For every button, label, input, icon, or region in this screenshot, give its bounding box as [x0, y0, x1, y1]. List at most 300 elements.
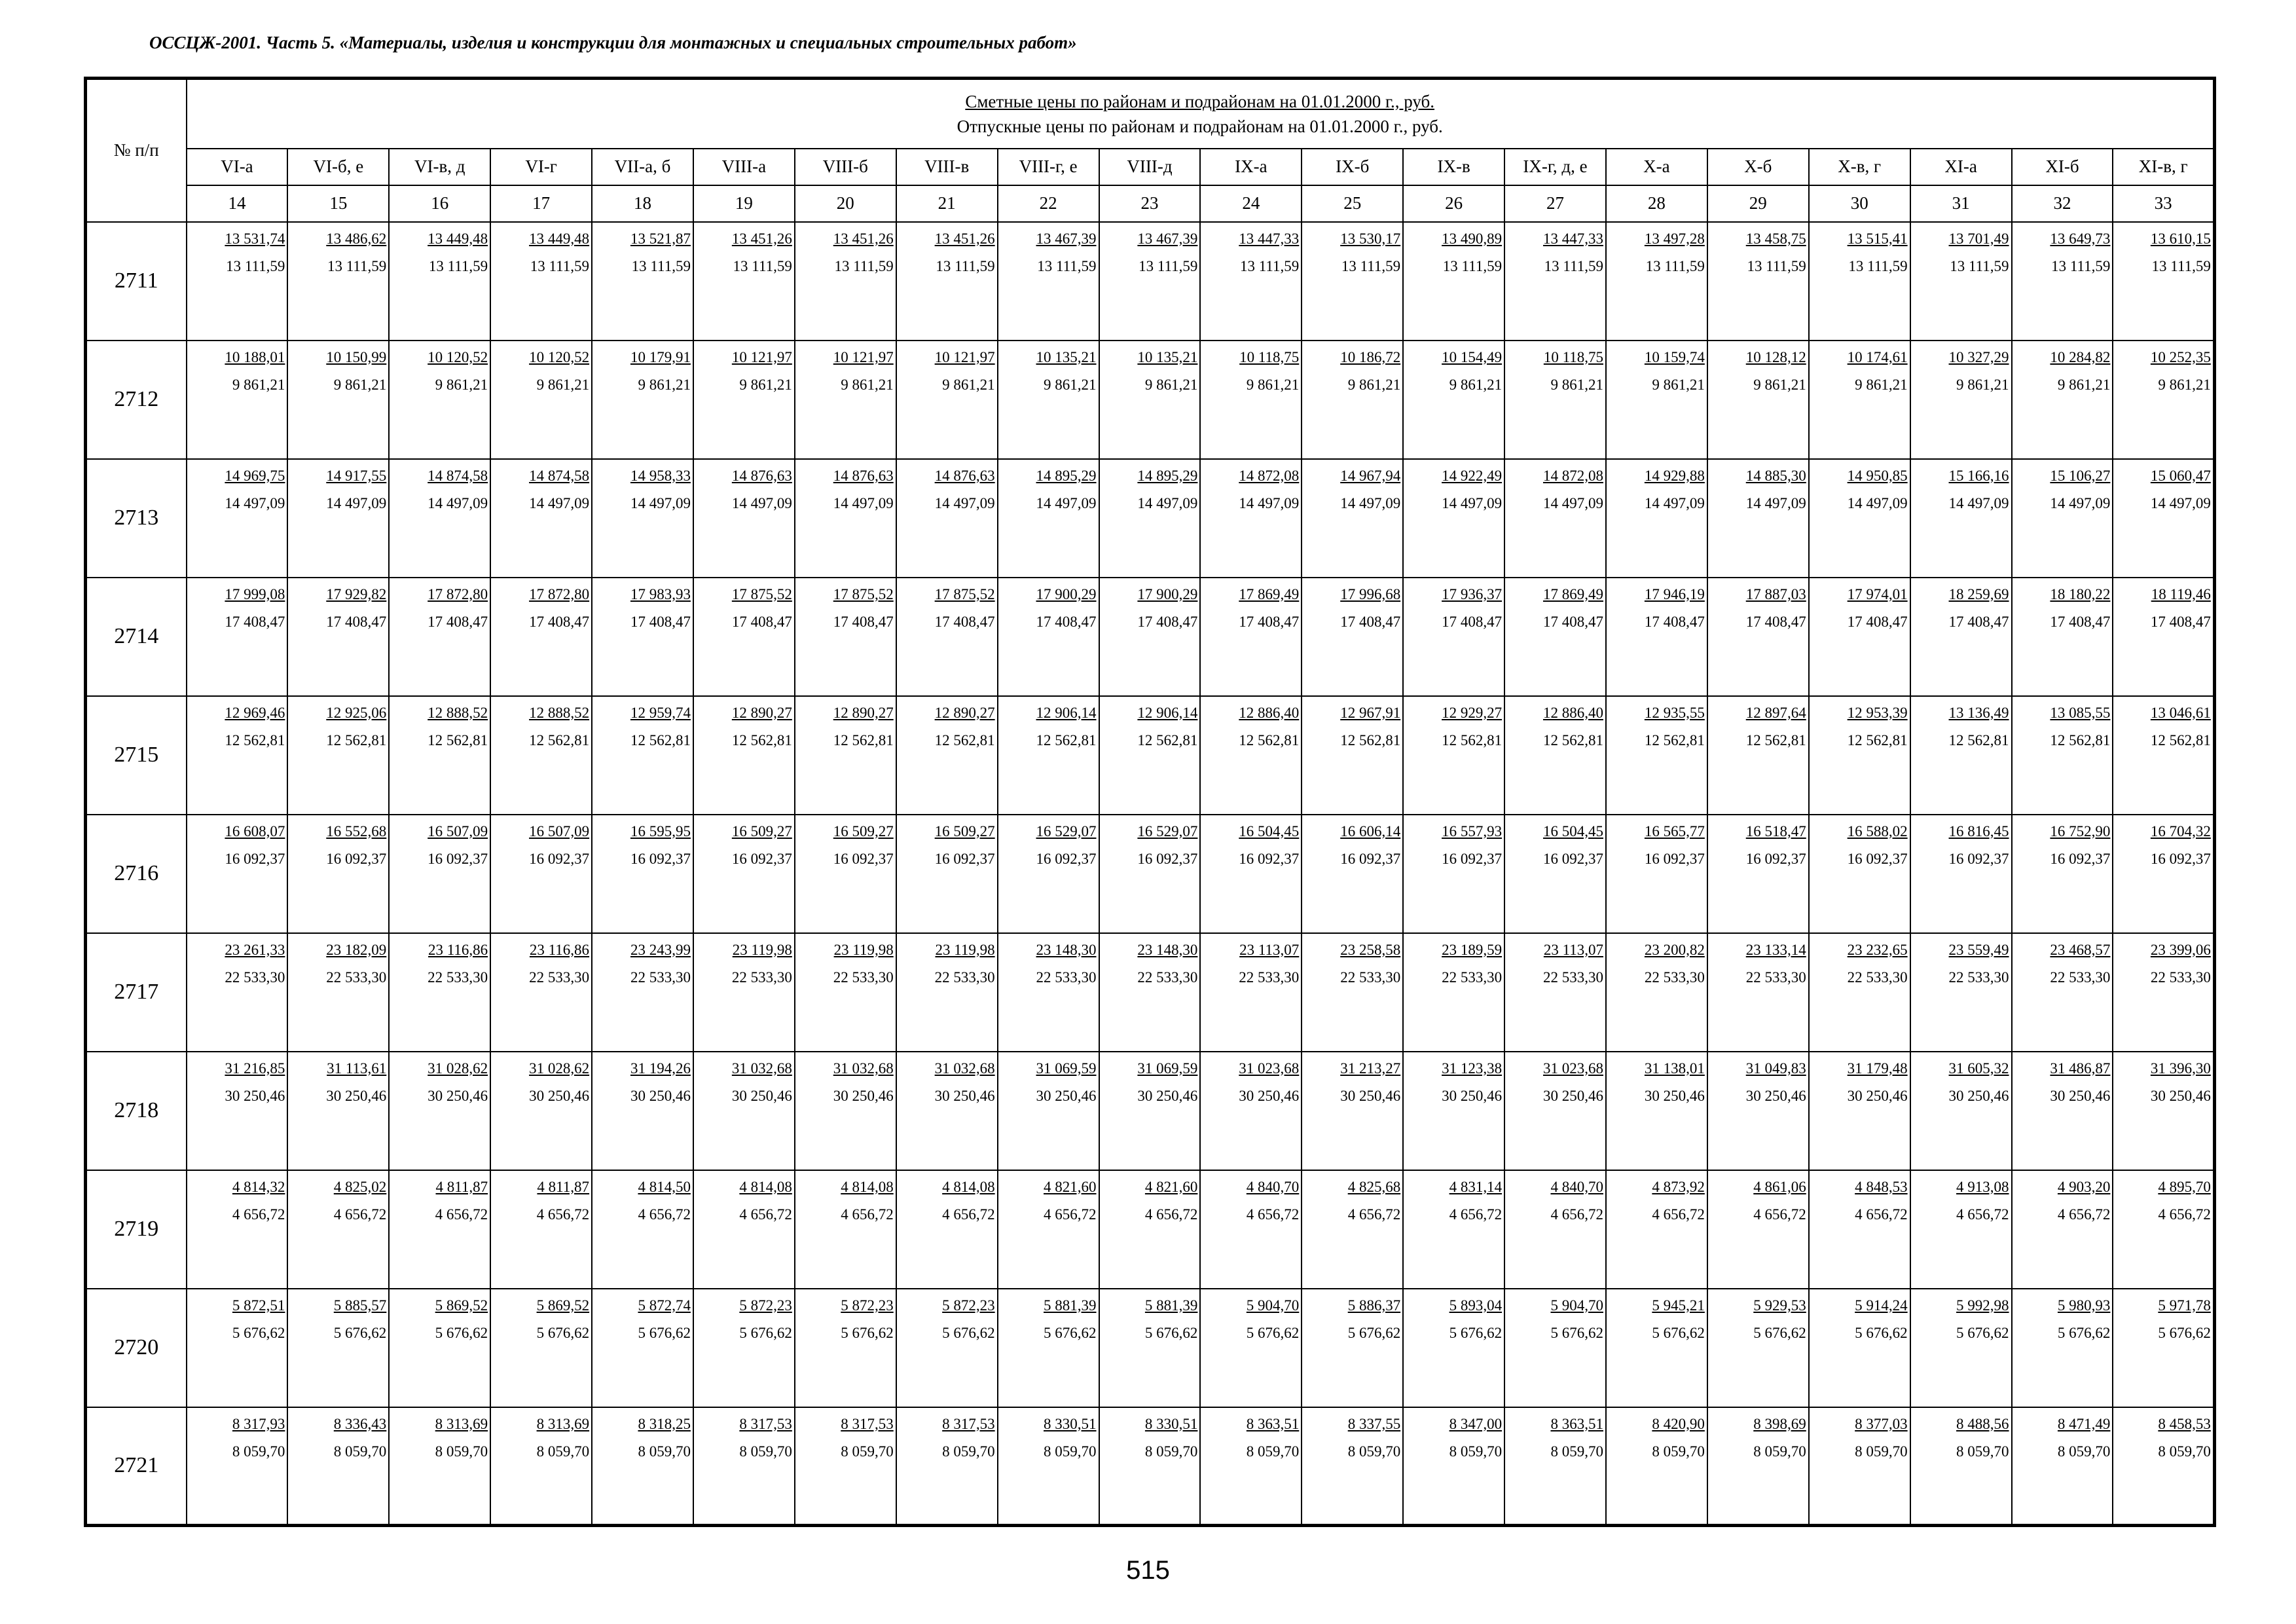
region-header: VIII-г, е [998, 149, 1099, 185]
column-number: 24 [1200, 185, 1302, 222]
release-price: 4 656,72 [1956, 1206, 2009, 1223]
estimate-price: 10 118,75 [1239, 348, 1300, 365]
price-cell [592, 1052, 693, 1170]
release-price: 9 861,21 [2158, 376, 2211, 393]
region-header: XI-б [2012, 149, 2113, 185]
estimate-price: 14 929,88 [1644, 467, 1705, 484]
estimate-price: 12 925,06 [326, 704, 387, 721]
price-cell [187, 1170, 288, 1289]
estimate-price: 31 032,68 [833, 1060, 894, 1077]
estimate-price: 16 752,90 [2050, 822, 2111, 840]
estimate-price: 31 396,30 [2150, 1060, 2211, 1077]
price-cell [592, 222, 693, 341]
price-cell [998, 222, 1099, 341]
release-price: 14 497,09 [225, 494, 285, 511]
price-cell [693, 1407, 795, 1526]
release-price: 16 092,37 [1239, 850, 1300, 867]
estimate-price: 8 330,51 [1044, 1415, 1097, 1432]
estimate-price: 18 259,69 [1948, 585, 2009, 602]
price-cell [998, 815, 1099, 933]
estimate-price: 16 816,45 [1948, 822, 2009, 840]
price-cell [1809, 578, 1910, 696]
price-cell [693, 341, 795, 459]
estimate-price: 23 119,98 [935, 941, 995, 958]
price-cell [287, 341, 389, 459]
price-cell [2012, 459, 2113, 578]
estimate-price: 10 121,97 [731, 348, 792, 365]
estimate-price: 12 959,74 [630, 704, 691, 721]
estimate-price: 15 106,27 [2050, 467, 2111, 484]
row-number-column-header: № п/п [86, 79, 187, 222]
price-cell [1809, 341, 1910, 459]
release-price: 4 656,72 [1753, 1206, 1806, 1223]
estimate-price: 13 458,75 [1745, 230, 1806, 247]
release-price: 5 676,62 [841, 1324, 894, 1341]
release-price: 16 092,37 [731, 850, 792, 867]
price-cell [187, 459, 288, 578]
estimate-price: 14 917,55 [326, 467, 387, 484]
page-number: 515 [1126, 1556, 1170, 1585]
estimate-price: 31 216,85 [225, 1060, 285, 1077]
release-price: 13 111,59 [1950, 257, 2009, 274]
estimate-price: 5 872,23 [739, 1297, 792, 1314]
estimate-price: 13 467,39 [1137, 230, 1198, 247]
release-price: 12 562,81 [934, 731, 995, 748]
estimate-price: 10 186,72 [1340, 348, 1401, 365]
release-price: 17 408,47 [326, 613, 387, 630]
estimate-price: 5 872,23 [942, 1297, 995, 1314]
price-cell [389, 578, 490, 696]
price-cell [287, 815, 389, 933]
price-cell [1606, 459, 1707, 578]
price-cell [896, 815, 998, 933]
price-cell [693, 222, 795, 341]
estimate-price: 23 559,49 [1948, 941, 2009, 958]
estimate-price: 23 133,14 [1745, 941, 1806, 958]
release-price: 8 059,70 [232, 1443, 285, 1460]
estimate-price: 13 530,17 [1340, 230, 1401, 247]
price-cell [1809, 459, 1910, 578]
estimate-price: 4 861,06 [1753, 1178, 1806, 1195]
release-price: 22 533,30 [1239, 969, 1300, 986]
estimate-price: 31 179,48 [1847, 1060, 1908, 1077]
release-price: 30 250,46 [731, 1087, 792, 1104]
price-cell [896, 1052, 998, 1170]
estimate-price: 23 468,57 [2050, 941, 2111, 958]
price-cell [1504, 933, 1606, 1052]
release-price: 9 861,21 [1449, 376, 1503, 393]
release-price: 5 676,62 [1956, 1324, 2009, 1341]
region-header: X-а [1606, 149, 1707, 185]
estimate-price: 14 950,85 [1847, 467, 1908, 484]
document-header: ОССЦЖ-2001. Часть 5. «Материалы, изделия и конструкции для монтажных и специальных строительных работ» [149, 33, 1077, 52]
release-price: 22 533,30 [1137, 969, 1198, 986]
price-cell [1099, 341, 1201, 459]
release-price: 13 111,59 [631, 257, 691, 274]
release-price: 5 676,62 [2057, 1324, 2111, 1341]
price-cell [1910, 696, 2012, 815]
estimate-price: 10 179,91 [630, 348, 691, 365]
estimate-price: 12 888,52 [428, 704, 488, 721]
price-cell [2012, 933, 2113, 1052]
price-cell [490, 222, 592, 341]
price-cell [1707, 578, 1809, 696]
estimate-price: 23 399,06 [2150, 941, 2211, 958]
estimate-price: 23 243,99 [630, 941, 691, 958]
release-price: 30 250,46 [225, 1087, 285, 1104]
estimate-price: 8 313,69 [536, 1415, 590, 1432]
price-cell [1099, 222, 1201, 341]
price-cell [187, 222, 288, 341]
price-cell [2113, 1052, 2214, 1170]
price-cell [1200, 815, 1302, 933]
estimate-price: 17 872,80 [428, 585, 488, 602]
price-cell [1302, 459, 1403, 578]
estimate-price: 12 897,64 [1745, 704, 1806, 721]
price-cell [1910, 1052, 2012, 1170]
price-cell [592, 1407, 693, 1526]
release-price: 14 497,09 [1340, 494, 1401, 511]
price-cell [490, 696, 592, 815]
price-cell [287, 222, 389, 341]
estimate-price: 5 872,51 [232, 1297, 285, 1314]
release-price: 16 092,37 [934, 850, 995, 867]
release-price: 4 656,72 [536, 1206, 590, 1223]
release-price: 8 059,70 [1246, 1443, 1300, 1460]
estimate-price: 17 996,68 [1340, 585, 1401, 602]
estimate-price: 5 872,23 [841, 1297, 894, 1314]
release-price: 5 676,62 [739, 1324, 792, 1341]
price-cell [693, 933, 795, 1052]
release-price: 9 861,21 [841, 376, 894, 393]
estimate-price: 5 881,39 [1044, 1297, 1097, 1314]
price-cell [1910, 1170, 2012, 1289]
release-price: 13 111,59 [1139, 257, 1198, 274]
release-price: 13 111,59 [1341, 257, 1401, 274]
price-cell [2113, 459, 2214, 578]
estimate-price: 4 903,20 [2057, 1178, 2111, 1195]
release-price: 30 250,46 [1542, 1087, 1603, 1104]
row-number: 2720 [86, 1289, 187, 1407]
estimate-price: 8 317,53 [942, 1415, 995, 1432]
column-number: 15 [287, 185, 389, 222]
price-cell [2113, 1289, 2214, 1407]
region-header-row [86, 149, 2215, 185]
price-cell [1403, 1170, 1504, 1289]
price-cell [1809, 696, 1910, 815]
release-price: 17 408,47 [1239, 613, 1300, 630]
column-number: 27 [1504, 185, 1606, 222]
estimate-price: 16 504,45 [1239, 822, 1300, 840]
price-cell [287, 1289, 389, 1407]
estimate-price: 14 876,63 [731, 467, 792, 484]
release-price: 13 111,59 [1747, 257, 1806, 274]
release-price: 5 676,62 [1753, 1324, 1806, 1341]
estimate-price: 10 135,21 [1137, 348, 1198, 365]
release-price: 16 092,37 [1644, 850, 1705, 867]
release-price: 30 250,46 [1340, 1087, 1401, 1104]
release-price: 30 250,46 [1847, 1087, 1908, 1104]
estimate-price: 13 449,48 [529, 230, 590, 247]
table-row [86, 1289, 2215, 1407]
estimate-price: 12 929,27 [1442, 704, 1503, 721]
release-price: 30 250,46 [2150, 1087, 2211, 1104]
estimate-price: 4 825,68 [1347, 1178, 1401, 1195]
release-price: 9 861,21 [1652, 376, 1705, 393]
estimate-price: 17 869,49 [1542, 585, 1603, 602]
estimate-price: 16 606,14 [1340, 822, 1401, 840]
estimate-price: 13 451,26 [833, 230, 894, 247]
release-price: 13 111,59 [530, 257, 590, 274]
price-cell [1504, 459, 1606, 578]
estimate-price: 14 895,29 [1137, 467, 1198, 484]
release-price: 8 059,70 [1347, 1443, 1401, 1460]
release-price: 4 656,72 [333, 1206, 387, 1223]
release-price: 12 562,81 [1137, 731, 1198, 748]
release-price: 5 676,62 [1246, 1324, 1300, 1341]
release-price: 14 497,09 [2150, 494, 2211, 511]
release-price: 9 861,21 [1855, 376, 1908, 393]
price-cell [1302, 696, 1403, 815]
release-price: 22 533,30 [934, 969, 995, 986]
price-cell [998, 1407, 1099, 1526]
price-cell [2113, 696, 2214, 815]
estimate-price: 4 814,08 [841, 1178, 894, 1195]
estimate-price: 5 881,39 [1144, 1297, 1198, 1314]
price-cell [795, 222, 896, 341]
price-cell [1707, 1289, 1809, 1407]
price-cell [1200, 1289, 1302, 1407]
release-price: 5 676,62 [1652, 1324, 1705, 1341]
price-cell [1809, 1289, 1910, 1407]
estimate-price: 23 182,09 [326, 941, 387, 958]
estimate-price: 13 515,41 [1847, 230, 1908, 247]
release-price: 30 250,46 [1137, 1087, 1198, 1104]
release-price: 8 059,70 [841, 1443, 894, 1460]
release-price: 16 092,37 [2150, 850, 2211, 867]
table-title [187, 79, 2215, 149]
estimate-price: 12 888,52 [529, 704, 590, 721]
price-cell [389, 1407, 490, 1526]
estimate-price: 12 906,14 [1137, 704, 1198, 721]
price-cell [1504, 1170, 1606, 1289]
region-header: VIII-д [1099, 149, 1201, 185]
estimate-price: 10 188,01 [225, 348, 285, 365]
estimate-price: 13 521,87 [630, 230, 691, 247]
estimate-price: 15 166,16 [1948, 467, 2009, 484]
estimate-price: 10 174,61 [1847, 348, 1908, 365]
release-price: 22 533,30 [2150, 969, 2211, 986]
region-header: XI-а [1910, 149, 2012, 185]
price-cell [1707, 1170, 1809, 1289]
estimate-price: 31 194,26 [630, 1060, 691, 1077]
estimate-price: 17 983,93 [630, 585, 691, 602]
release-price: 4 656,72 [1044, 1206, 1097, 1223]
estimate-price: 31 069,59 [1036, 1060, 1097, 1077]
estimate-price: 16 507,09 [529, 822, 590, 840]
estimate-price: 13 046,61 [2150, 704, 2211, 721]
estimate-price: 14 874,58 [428, 467, 488, 484]
release-price: 9 861,21 [435, 376, 488, 393]
estimate-price: 16 509,27 [934, 822, 995, 840]
estimate-price: 12 890,27 [833, 704, 894, 721]
price-cell [1099, 1052, 1201, 1170]
price-cell [998, 578, 1099, 696]
release-price: 14 497,09 [1036, 494, 1097, 511]
estimate-price: 4 873,92 [1652, 1178, 1705, 1195]
price-cell [1606, 696, 1707, 815]
price-cell [998, 696, 1099, 815]
price-cell [2012, 696, 2113, 815]
column-number: 19 [693, 185, 795, 222]
release-price: 14 497,09 [326, 494, 387, 511]
estimate-price: 8 318,25 [638, 1415, 691, 1432]
release-price: 12 562,81 [1644, 731, 1705, 748]
region-header: VII-а, б [592, 149, 693, 185]
estimate-price: 14 895,29 [1036, 467, 1097, 484]
release-price: 8 059,70 [1753, 1443, 1806, 1460]
release-price: 12 562,81 [529, 731, 590, 748]
estimate-price: 5 980,93 [2057, 1297, 2111, 1314]
price-cell [592, 696, 693, 815]
price-cell [1606, 222, 1707, 341]
estimate-price: 17 872,80 [529, 585, 590, 602]
region-header: IX-а [1200, 149, 1302, 185]
estimate-price: 31 486,87 [2050, 1060, 2111, 1077]
release-price: 22 533,30 [1847, 969, 1908, 986]
column-number: 28 [1606, 185, 1707, 222]
estimate-price: 5 992,98 [1956, 1297, 2009, 1314]
release-price: 17 408,47 [1745, 613, 1806, 630]
table-row [86, 1052, 2215, 1170]
estimate-price: 8 330,51 [1144, 1415, 1198, 1432]
estimate-price: 8 377,03 [1855, 1415, 1908, 1432]
price-cell [592, 459, 693, 578]
price-cell [2012, 815, 2113, 933]
price-cell [389, 341, 490, 459]
price-cell [2113, 1407, 2214, 1526]
price-cell [1403, 815, 1504, 933]
release-price: 30 250,46 [1745, 1087, 1806, 1104]
estimate-price: 8 337,55 [1347, 1415, 1401, 1432]
release-price: 4 656,72 [1855, 1206, 1908, 1223]
release-price: 22 533,30 [1340, 969, 1401, 986]
release-price: 16 092,37 [326, 850, 387, 867]
estimate-price: 10 121,97 [833, 348, 894, 365]
release-price: 13 111,59 [327, 257, 387, 274]
release-price: 13 111,59 [1544, 257, 1603, 274]
price-cell [389, 459, 490, 578]
price-cell [187, 1289, 288, 1407]
estimate-price: 12 906,14 [1036, 704, 1097, 721]
price-cell [1910, 933, 2012, 1052]
price-cell [1809, 222, 1910, 341]
estimate-price: 17 936,37 [1442, 585, 1503, 602]
price-cell [490, 578, 592, 696]
release-price: 9 861,21 [1550, 376, 1603, 393]
estimate-price: 8 458,53 [2158, 1415, 2211, 1432]
estimate-price: 31 032,68 [934, 1060, 995, 1077]
region-header: IX-в [1403, 149, 1504, 185]
estimate-price: 31 032,68 [731, 1060, 792, 1077]
estimate-price: 4 814,08 [739, 1178, 792, 1195]
price-cell [1809, 1407, 1910, 1526]
release-price: 14 497,09 [833, 494, 894, 511]
price-cell [2113, 341, 2214, 459]
release-price: 30 250,46 [1948, 1087, 2009, 1104]
release-price: 14 497,09 [1239, 494, 1300, 511]
price-cell [1099, 933, 1201, 1052]
release-price: 14 497,09 [630, 494, 691, 511]
price-cell [1707, 1052, 1809, 1170]
release-price: 9 861,21 [333, 376, 387, 393]
release-price: 13 111,59 [733, 257, 792, 274]
price-cell [1504, 696, 1606, 815]
estimate-price: 14 967,94 [1340, 467, 1401, 484]
price-cell [1099, 1289, 1201, 1407]
price-cell [1302, 1289, 1403, 1407]
row-number: 2711 [86, 222, 187, 341]
release-price: 9 861,21 [1246, 376, 1300, 393]
price-cell [490, 341, 592, 459]
release-price: 4 656,72 [1550, 1206, 1603, 1223]
release-price: 17 408,47 [1137, 613, 1198, 630]
release-price: 16 092,37 [225, 850, 285, 867]
price-cell [1403, 1407, 1504, 1526]
estimate-price: 8 313,69 [435, 1415, 488, 1432]
release-price: 12 562,81 [1847, 731, 1908, 748]
estimate-price: 10 150,99 [326, 348, 387, 365]
estimate-price: 23 261,33 [225, 941, 285, 958]
price-cell [2113, 222, 2214, 341]
release-price: 14 497,09 [1137, 494, 1198, 511]
estimate-price: 23 258,58 [1340, 941, 1401, 958]
price-cell [1606, 1170, 1707, 1289]
price-cell [1302, 1052, 1403, 1170]
estimate-price: 31 138,01 [1644, 1060, 1705, 1077]
table-row [86, 815, 2215, 933]
estimate-price: 17 929,82 [326, 585, 387, 602]
estimate-price: 5 904,70 [1246, 1297, 1300, 1314]
estimate-price: 13 449,48 [428, 230, 488, 247]
estimate-price: 13 497,28 [1644, 230, 1705, 247]
release-price: 30 250,46 [2050, 1087, 2111, 1104]
release-price: 5 676,62 [1449, 1324, 1503, 1341]
release-price: 13 111,59 [936, 257, 995, 274]
estimate-price: 23 119,98 [732, 941, 792, 958]
estimate-price: 4 913,08 [1956, 1178, 2009, 1195]
estimate-price: 12 890,27 [934, 704, 995, 721]
price-cell [1200, 1407, 1302, 1526]
price-cell [795, 578, 896, 696]
estimate-price: 4 895,70 [2158, 1178, 2211, 1195]
column-number: 29 [1707, 185, 1809, 222]
estimate-price: 5 945,21 [1652, 1297, 1705, 1314]
release-price: 9 861,21 [942, 376, 995, 393]
price-cell [287, 1170, 389, 1289]
price-cell [2113, 1170, 2214, 1289]
column-number: 25 [1302, 185, 1403, 222]
release-price: 12 562,81 [630, 731, 691, 748]
release-price: 30 250,46 [428, 1087, 488, 1104]
release-price: 4 656,72 [1652, 1206, 1705, 1223]
release-price: 13 111,59 [1645, 257, 1705, 274]
estimate-price: 4 814,50 [638, 1178, 691, 1195]
estimate-price: 8 336,43 [333, 1415, 387, 1432]
release-price: 22 533,30 [1644, 969, 1705, 986]
release-price: 30 250,46 [1644, 1087, 1705, 1104]
estimate-price: 14 872,08 [1239, 467, 1300, 484]
